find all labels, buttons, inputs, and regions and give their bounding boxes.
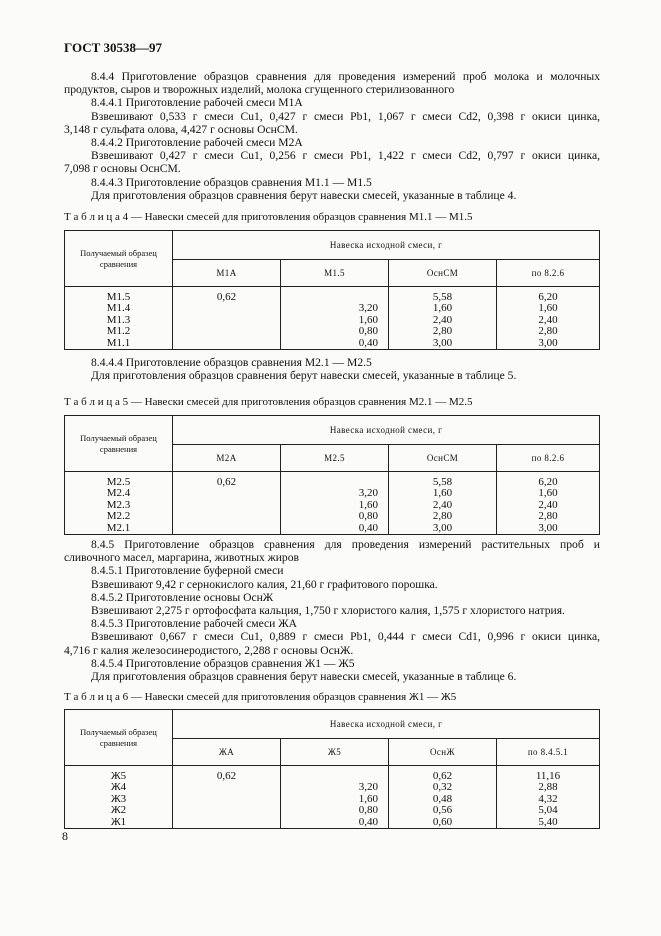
paragraph-line: 7,098 г основы ОснСМ. [64, 162, 181, 176]
subsection-heading: 8.4.4.2 Приготовление рабочей смеси М2А [91, 136, 303, 150]
table-cell: 0,62 [389, 771, 497, 782]
column-header: Ж5 [281, 739, 389, 766]
table-5 [64, 415, 600, 535]
table-row [65, 771, 600, 782]
table-cell: 2,80 [497, 326, 600, 337]
table-cell: 1,60 [281, 794, 389, 805]
table-cell: 6,20 [497, 477, 600, 488]
row-label: М2.2 [65, 511, 173, 522]
table-row [65, 303, 600, 314]
table-cell [173, 338, 281, 350]
table-row [65, 805, 600, 816]
table-cell [173, 488, 281, 499]
table-cell: 0,62 [173, 292, 281, 303]
table-cell: 0,80 [281, 511, 389, 522]
subsection-heading: 8.4.5.1 Приготовление буферной смеси [91, 564, 284, 578]
table-cell: 3,00 [497, 523, 600, 535]
page-number: 8 [62, 829, 68, 843]
section-8-4-4 [64, 70, 600, 202]
section-8-4-4-4 [64, 356, 600, 382]
table-cell: 3,00 [389, 523, 497, 535]
table-cell: 6,20 [497, 292, 600, 303]
column-header: ЖА [173, 739, 281, 766]
table-cell: 0,40 [281, 523, 389, 535]
row-label: М2.4 [65, 488, 173, 499]
table-cell: 3,20 [281, 488, 389, 499]
table-cell: 2,40 [497, 315, 600, 326]
table-cell [173, 523, 281, 535]
paragraph-line: продуктов, сыров и творожных изделий, молока сгущенного стерилизованного [64, 83, 455, 97]
table-cell: 2,80 [497, 511, 600, 522]
table-row [65, 326, 600, 337]
table-cell: 1,60 [497, 303, 600, 314]
table-cell [173, 326, 281, 337]
subsection-heading: 8.4.5.4 Приготовление образцов сравнения Ж1 — Ж5 [91, 656, 355, 670]
table-cell: 0,80 [281, 326, 389, 337]
row-label: Ж3 [65, 794, 173, 805]
table-cell: 1,60 [389, 303, 497, 314]
table-cell: 2,40 [389, 315, 497, 326]
paragraph-line: 8.4.5 Приготовление образцов сравнения для проведения измерений растительных проб и [91, 538, 600, 551]
table-row [65, 477, 600, 488]
table-cell: 2,40 [497, 500, 600, 511]
table-cell [173, 805, 281, 816]
paragraph-line: Взвешивают 2,275 г ортофосфата кальция, 1,750 г хлористого калия, 1,575 г хлористого натрия. [91, 604, 565, 618]
table-cell: 3,20 [281, 303, 389, 314]
column-header: М2А [173, 445, 281, 472]
table-row [65, 488, 600, 499]
subsection-heading: 8.4.4.3 Приготовление образцов сравнения М1.1 — М1.5 [91, 175, 372, 189]
table-cell: 1,60 [281, 315, 389, 326]
paragraph-line: 3,148 г сульфата олова, 4,427 г основы ОснСМ. [64, 122, 298, 136]
table-cell: 0,32 [389, 782, 497, 793]
row-label: М2.1 [65, 523, 173, 535]
table-4 [64, 230, 600, 350]
column-header: М1А [173, 260, 281, 287]
column-header: по 8.2.6 [497, 260, 600, 287]
table-cell: 0,62 [173, 477, 281, 488]
table-4-caption: Т а б л и ц а 4 — Навески смесей для приготовления образцов сравнения М1.1 — М1.5 [64, 211, 473, 223]
table-cell: 2,88 [497, 782, 600, 793]
group-header-cell: Навеска исходной смеси, г [173, 416, 600, 445]
column-header: М1.5 [281, 260, 389, 287]
column-header: ОснЖ [389, 739, 497, 766]
paragraph-line: сливочного масел, маргарина, животных жиров [64, 551, 299, 565]
row-label: М1.1 [65, 338, 173, 350]
document-header: ГОСТ 30538—97 [64, 40, 163, 55]
group-header-cell: Навеска исходной смеси, г [173, 231, 600, 260]
column-header: ОснСМ [389, 260, 497, 287]
table-cell [173, 500, 281, 511]
table-cell: 2,40 [389, 500, 497, 511]
row-label: Ж1 [65, 817, 173, 829]
table-cell [173, 315, 281, 326]
table-cell: 5,40 [497, 817, 600, 829]
table-cell: 0,80 [281, 805, 389, 816]
paragraph-line: Для приготовления образцов сравнения берут навески смесей, указанные в таблице 4. [91, 188, 517, 202]
row-label: Ж2 [65, 805, 173, 816]
paragraph-line: Для приготовления образцов сравнения берут навески смесей, указанные в таблице 6. [91, 670, 517, 684]
subsection-heading: 8.4.5.3 Приготовление рабочей смеси ЖА [91, 617, 298, 631]
row-header-cell: Получаемый образец сравнения [65, 710, 173, 766]
paragraph-line: Взвешивают 9,42 г сернокислого калия, 21,60 г графитового порошка. [91, 577, 438, 591]
paragraph-line: 4,716 г калия железосинеродистого, 2,288 г основы ОснЖ. [64, 643, 354, 657]
table-cell [173, 511, 281, 522]
table-cell: 0,40 [281, 338, 389, 350]
table-cell: 0,56 [389, 805, 497, 816]
table-cell [173, 794, 281, 805]
table-cell [173, 303, 281, 314]
table-cell: 3,00 [389, 338, 497, 350]
row-label: М1.3 [65, 315, 173, 326]
table-cell: 2,80 [389, 511, 497, 522]
row-label: Ж4 [65, 782, 173, 793]
table-row [65, 338, 600, 350]
table-cell: 5,58 [389, 292, 497, 303]
row-label: М2.5 [65, 477, 173, 488]
row-label: М1.2 [65, 326, 173, 337]
group-header-cell: Навеска исходной смеси, г [173, 710, 600, 739]
subsection-heading: 8.4.4.4 Приготовление образцов сравнения М2.1 — М2.5 [91, 356, 372, 369]
table-cell: 4,32 [497, 794, 600, 805]
table-cell: 11,16 [497, 771, 600, 782]
table-row [65, 500, 600, 511]
table-row [65, 292, 600, 303]
table-cell: 1,60 [497, 488, 600, 499]
table-6 [64, 709, 600, 829]
row-header-cell: Получаемый образец сравнения [65, 416, 173, 472]
row-label: М2.3 [65, 500, 173, 511]
table-cell: 1,60 [389, 488, 497, 499]
table-cell: 0,60 [389, 817, 497, 829]
table-cell: 1,60 [281, 500, 389, 511]
paragraph-line: Взвешивают 0,427 г смеси Cu1, 0,256 г смеси Pb1, 1,422 г смеси Cd2, 0,797 г окиси цинка, [91, 149, 600, 163]
section-8-4-5 [64, 538, 600, 683]
column-header: по 8.2.6 [497, 445, 600, 472]
subsection-heading: 8.4.5.2 Приготовление основы ОснЖ [91, 590, 274, 604]
table-cell: 5,58 [389, 477, 497, 488]
table-cell: 5,04 [497, 805, 600, 816]
table-row [65, 817, 600, 829]
table-row [65, 523, 600, 535]
table-row [65, 794, 600, 805]
table-6-caption: Т а б л и ц а 6 — Навески смесей для приготовления образцов сравнения Ж1 — Ж5 [64, 691, 457, 703]
table-row [65, 782, 600, 793]
column-header: по 8.4.5.1 [497, 739, 600, 766]
table-row [65, 511, 600, 522]
paragraph-line: 8.4.4 Приготовление образцов сравнения для проведения измерений проб молока и молочных [91, 70, 600, 83]
table-row [65, 315, 600, 326]
table-cell [173, 817, 281, 829]
table-cell: 2,80 [389, 326, 497, 337]
subsection-heading: 8.4.4.1 Приготовление рабочей смеси М1А [91, 96, 303, 110]
table-cell: 3,00 [497, 338, 600, 350]
row-label: Ж5 [65, 771, 173, 782]
table-5-caption: Т а б л и ц а 5 — Навески смесей для приготовления образцов сравнения М2.1 — М2.5 [64, 396, 473, 408]
paragraph-line: Для приготовления образцов сравнения берут навески смесей, указанные в таблице 5. [91, 369, 517, 383]
row-label: М1.5 [65, 292, 173, 303]
table-cell: 3,20 [281, 782, 389, 793]
paragraph-line: Взвешивают 0,533 г смеси Cu1, 0,427 г смеси Pb1, 1,067 г смеси Cd2, 0,398 г окиси цинка, [91, 109, 600, 123]
table-cell [173, 782, 281, 793]
table-cell: 0,40 [281, 817, 389, 829]
table-cell: 0,48 [389, 794, 497, 805]
table-cell: 0,62 [173, 771, 281, 782]
row-label: М1.4 [65, 303, 173, 314]
column-header: ОснСМ [389, 445, 497, 472]
column-header: М2.5 [281, 445, 389, 472]
paragraph-line: Взвешивают 0,667 г смеси Cu1, 0,889 г смеси Pb1, 0,444 г смеси Cd1, 0,996 г окиси цинка, [91, 630, 600, 644]
row-header-cell: Получаемый образец сравнения [65, 231, 173, 287]
